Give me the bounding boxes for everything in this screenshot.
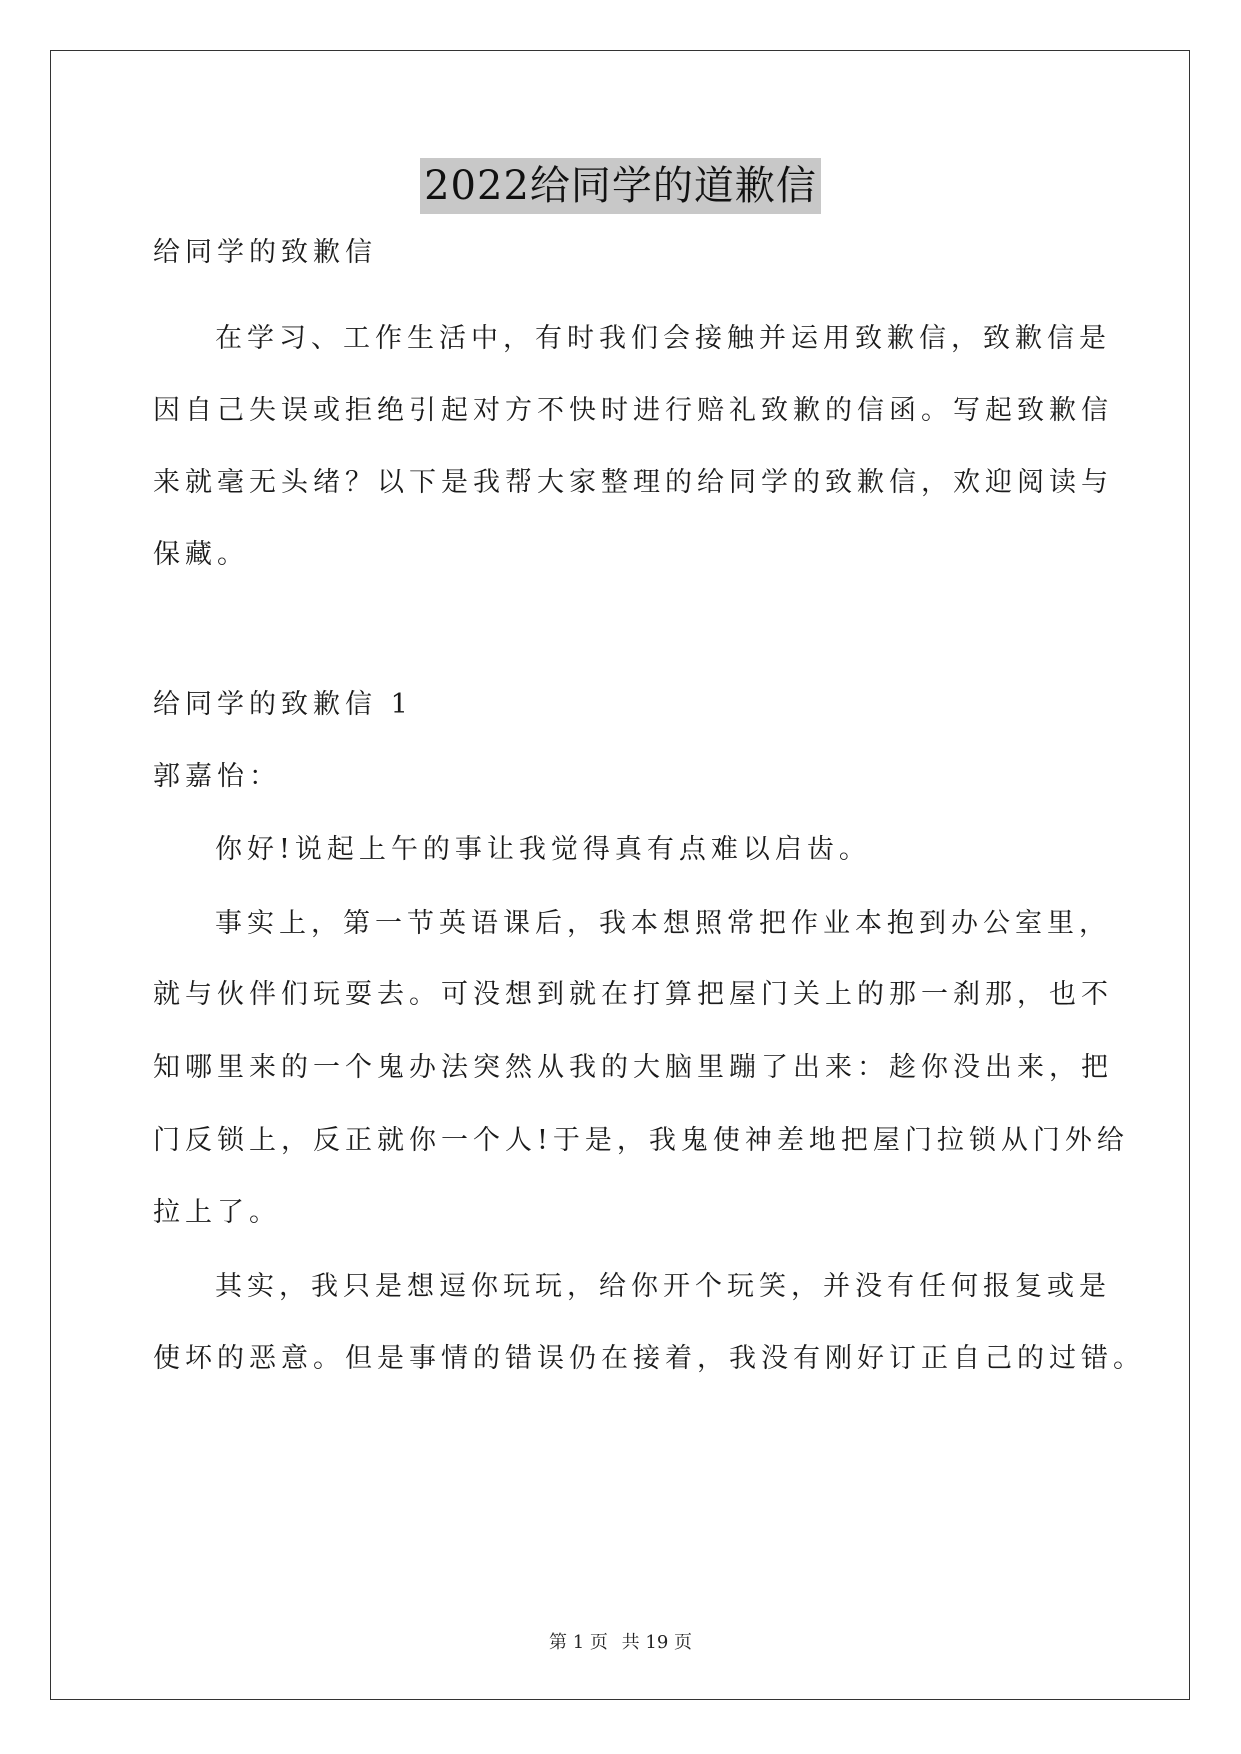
text-line: 拉上了。 bbox=[153, 1197, 281, 1228]
page-total: 共 19 页 bbox=[621, 1632, 692, 1653]
title-container bbox=[0, 158, 1241, 214]
text-line: 在学习、工作生活中，有时我们会接触并运用致歉信，致歉信是 bbox=[215, 323, 1111, 354]
page-number: 第 1 页 bbox=[549, 1632, 608, 1653]
text-line: 保藏。 bbox=[153, 539, 249, 570]
page-footer bbox=[0, 1628, 1241, 1654]
text-line: 你好!说起上午的事让我觉得真有点难以启齿。 bbox=[215, 834, 871, 865]
text-line: 就与伙伴们玩耍去。可没想到就在打算把屋门关上的那一刹那，也不 bbox=[153, 979, 1113, 1010]
text-line: 来就毫无头绪？以下是我帮大家整理的给同学的致歉信，欢迎阅读与 bbox=[153, 467, 1113, 498]
text-line: 因自己失误或拒绝引起对方不快时进行赔礼致歉的信函。写起致歉信 bbox=[153, 395, 1113, 426]
text-line: 知哪里来的一个鬼办法突然从我的大脑里蹦了出来：趁你没出来，把 bbox=[153, 1052, 1113, 1083]
text-line: 其实，我只是想逗你玩玩，给你开个玩笑，并没有任何报复或是 bbox=[215, 1271, 1111, 1302]
page-frame bbox=[50, 50, 1190, 1700]
text-line: 使坏的恶意。但是事情的错误仍在接着，我没有刚好订正自己的过错。 bbox=[153, 1343, 1145, 1374]
text-line: 郭嘉怡： bbox=[153, 761, 281, 792]
text-line: 门反锁上，反正就你一个人!于是，我鬼使神差地把屋门拉锁从门外给 bbox=[153, 1125, 1129, 1156]
document-title: 2022给同学的道歉信 bbox=[420, 158, 821, 214]
text-line: 事实上，第一节英语课后，我本想照常把作业本抱到办公室里， bbox=[215, 908, 1111, 939]
text-line: 给同学的致歉信 1 bbox=[153, 689, 413, 720]
text-line: 给同学的致歉信 bbox=[153, 237, 377, 268]
